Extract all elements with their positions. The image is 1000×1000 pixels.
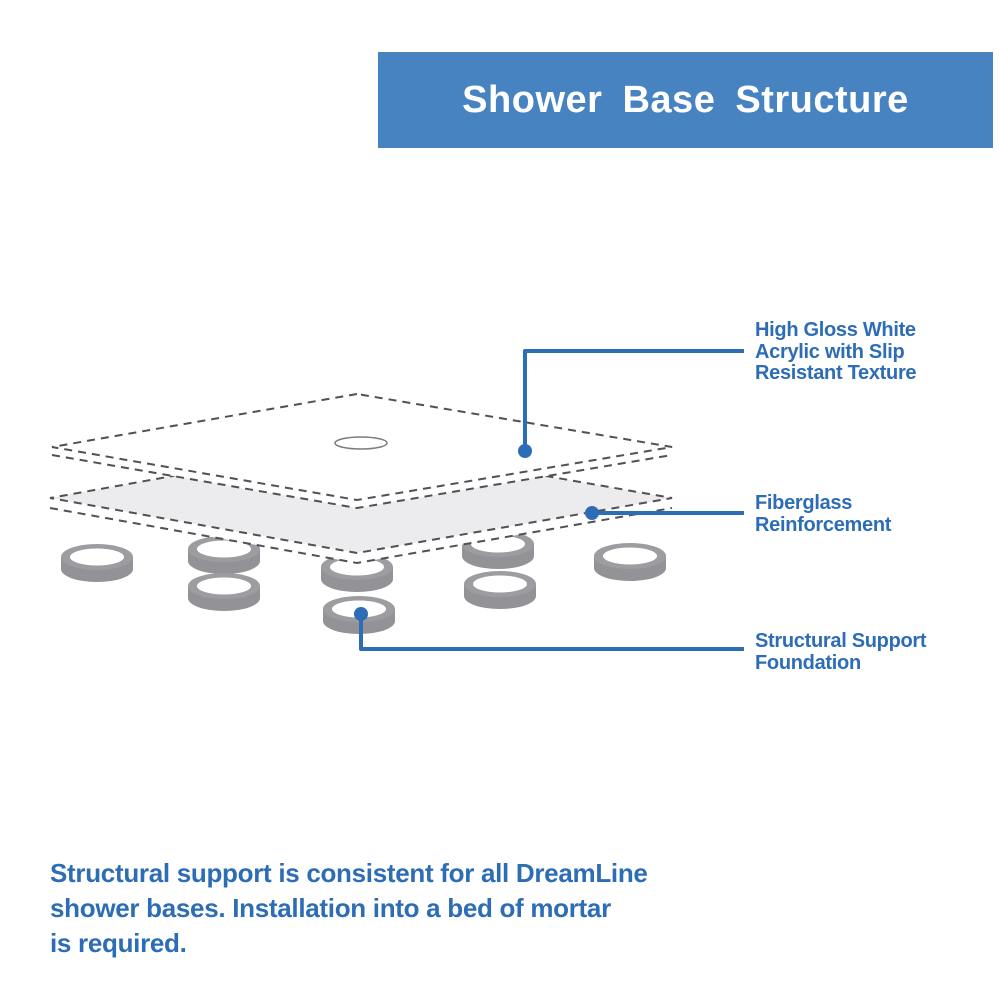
footer-note-line: Structural support is consistent for all DreamLine <box>50 858 648 888</box>
callout-dot-fiberglass <box>585 506 599 520</box>
footer-note <box>50 856 648 961</box>
callout-label-fiberglass <box>755 493 891 536</box>
callout-label-line: Reinforcement <box>755 513 892 536</box>
page-title: Shower Base Structure <box>462 78 909 121</box>
callout-label-foundation <box>755 631 926 674</box>
support-ring <box>61 544 133 582</box>
callout-label-line: Acrylic with Slip <box>755 340 905 363</box>
callout-label-line: Fiberglass <box>755 492 853 514</box>
footer-note-line: is required. <box>50 928 187 958</box>
footer-note-line: shower bases. Installation into a bed of mortar <box>50 893 611 923</box>
callout-label-line: Structural Support <box>755 630 927 652</box>
callout-line-foundation <box>361 616 744 649</box>
support-ring <box>188 573 260 611</box>
callout-label-line: Foundation <box>755 651 861 674</box>
callout-label-line: Resistant Texture <box>755 362 917 384</box>
drain-ellipse <box>335 437 387 449</box>
callout-label-line: High Gloss White <box>755 319 916 341</box>
support-ring <box>464 571 536 609</box>
callout-label-acrylic <box>755 320 916 385</box>
support-ring <box>594 543 666 581</box>
callout-dot-foundation <box>354 607 368 621</box>
callout-dot-acrylic <box>518 444 532 458</box>
